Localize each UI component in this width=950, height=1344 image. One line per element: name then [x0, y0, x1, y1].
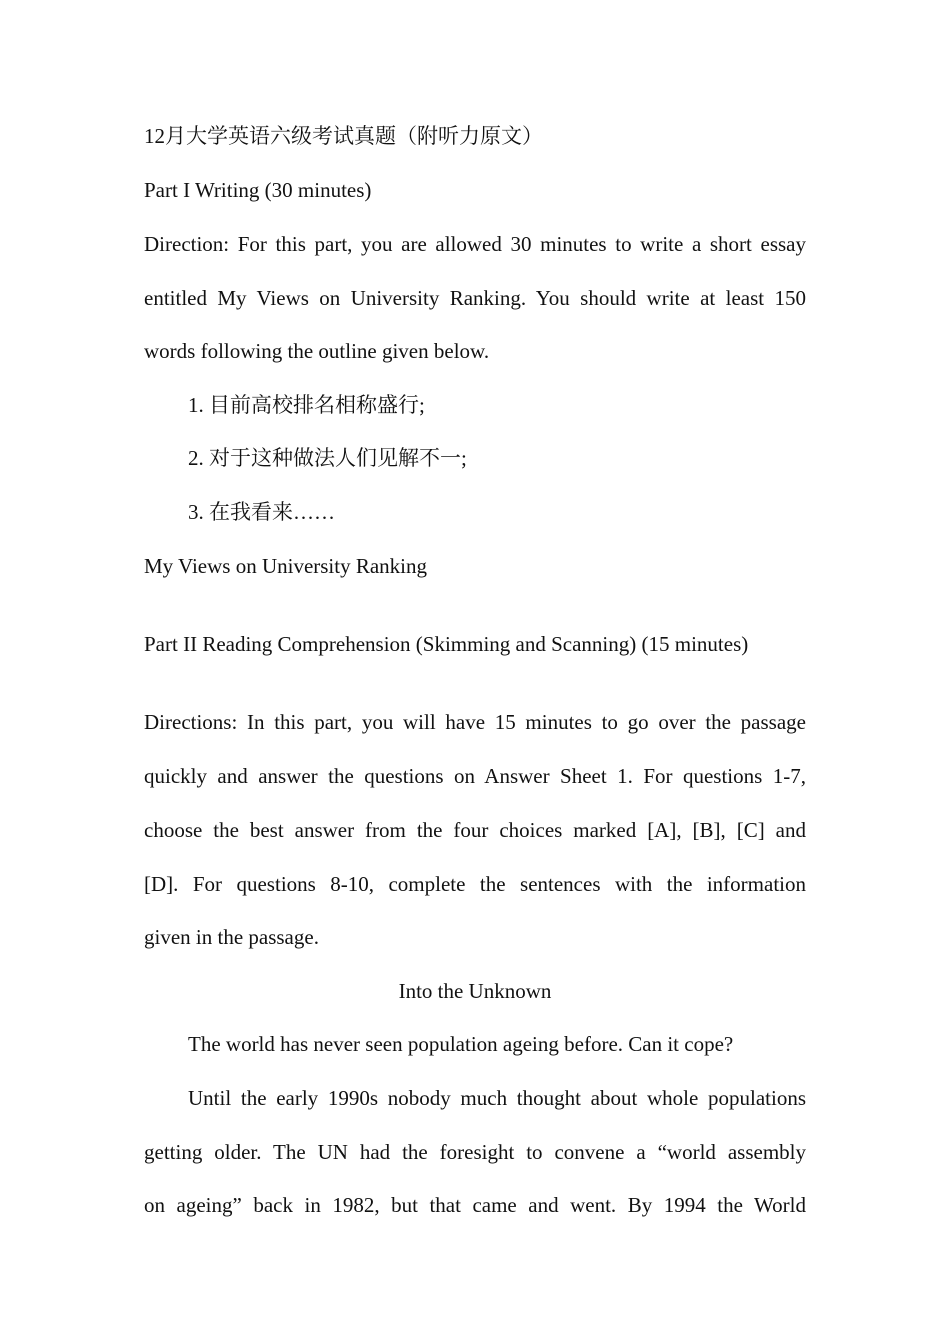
outline-item: 2. 对于这种做法人们见解不一; [188, 446, 467, 470]
outline-item: 1. 目前高校排名相称盛行; [188, 393, 425, 417]
document-title: 12月大学英语六级考试真题（附听力原文） [144, 124, 543, 148]
part2-directions-line: [D]. For questions 8-10, complete the sentences with the information [144, 872, 806, 896]
part2-directions-line: given in the passage. [144, 925, 319, 949]
part1-directions-line: words following the outline given below. [144, 339, 490, 363]
essay-title: My Views on University Ranking [144, 554, 428, 578]
part2-heading: Part II Reading Comprehension (Skimming and Scanning) (15 minutes) [144, 632, 749, 656]
part2-directions-line: quickly and answer the questions on Answer Sheet 1. For questions 1-7, [144, 764, 806, 788]
outline-item: 3. 在我看来…… [188, 500, 335, 524]
part1-directions-line: entitled My Views on University Ranking. You should write at least 150 [144, 286, 806, 310]
passage-line: Until the early 1990s nobody much thought about whole populations [188, 1086, 806, 1110]
passage-subtitle: The world has never seen population ageing before. Can it cope? [188, 1032, 734, 1056]
part2-directions-line: choose the best answer from the four choices marked [A], [B], [C] and [144, 818, 806, 842]
passage-line: getting older. The UN had the foresight to convene a “world assembly [144, 1140, 806, 1164]
part2-directions-line: Directions: In this part, you will have 15 minutes to go over the passage [144, 710, 806, 734]
part1-directions-line: Direction: For this part, you are allowed 30 minutes to write a short essay [144, 232, 806, 256]
part1-heading: Part I Writing (30 minutes) [144, 178, 372, 202]
passage-line: on ageing” back in 1982, but that came and went. By 1994 the World [144, 1193, 806, 1217]
passage-title: Into the Unknown [398, 979, 552, 1003]
document-page [144, 0, 806, 1344]
